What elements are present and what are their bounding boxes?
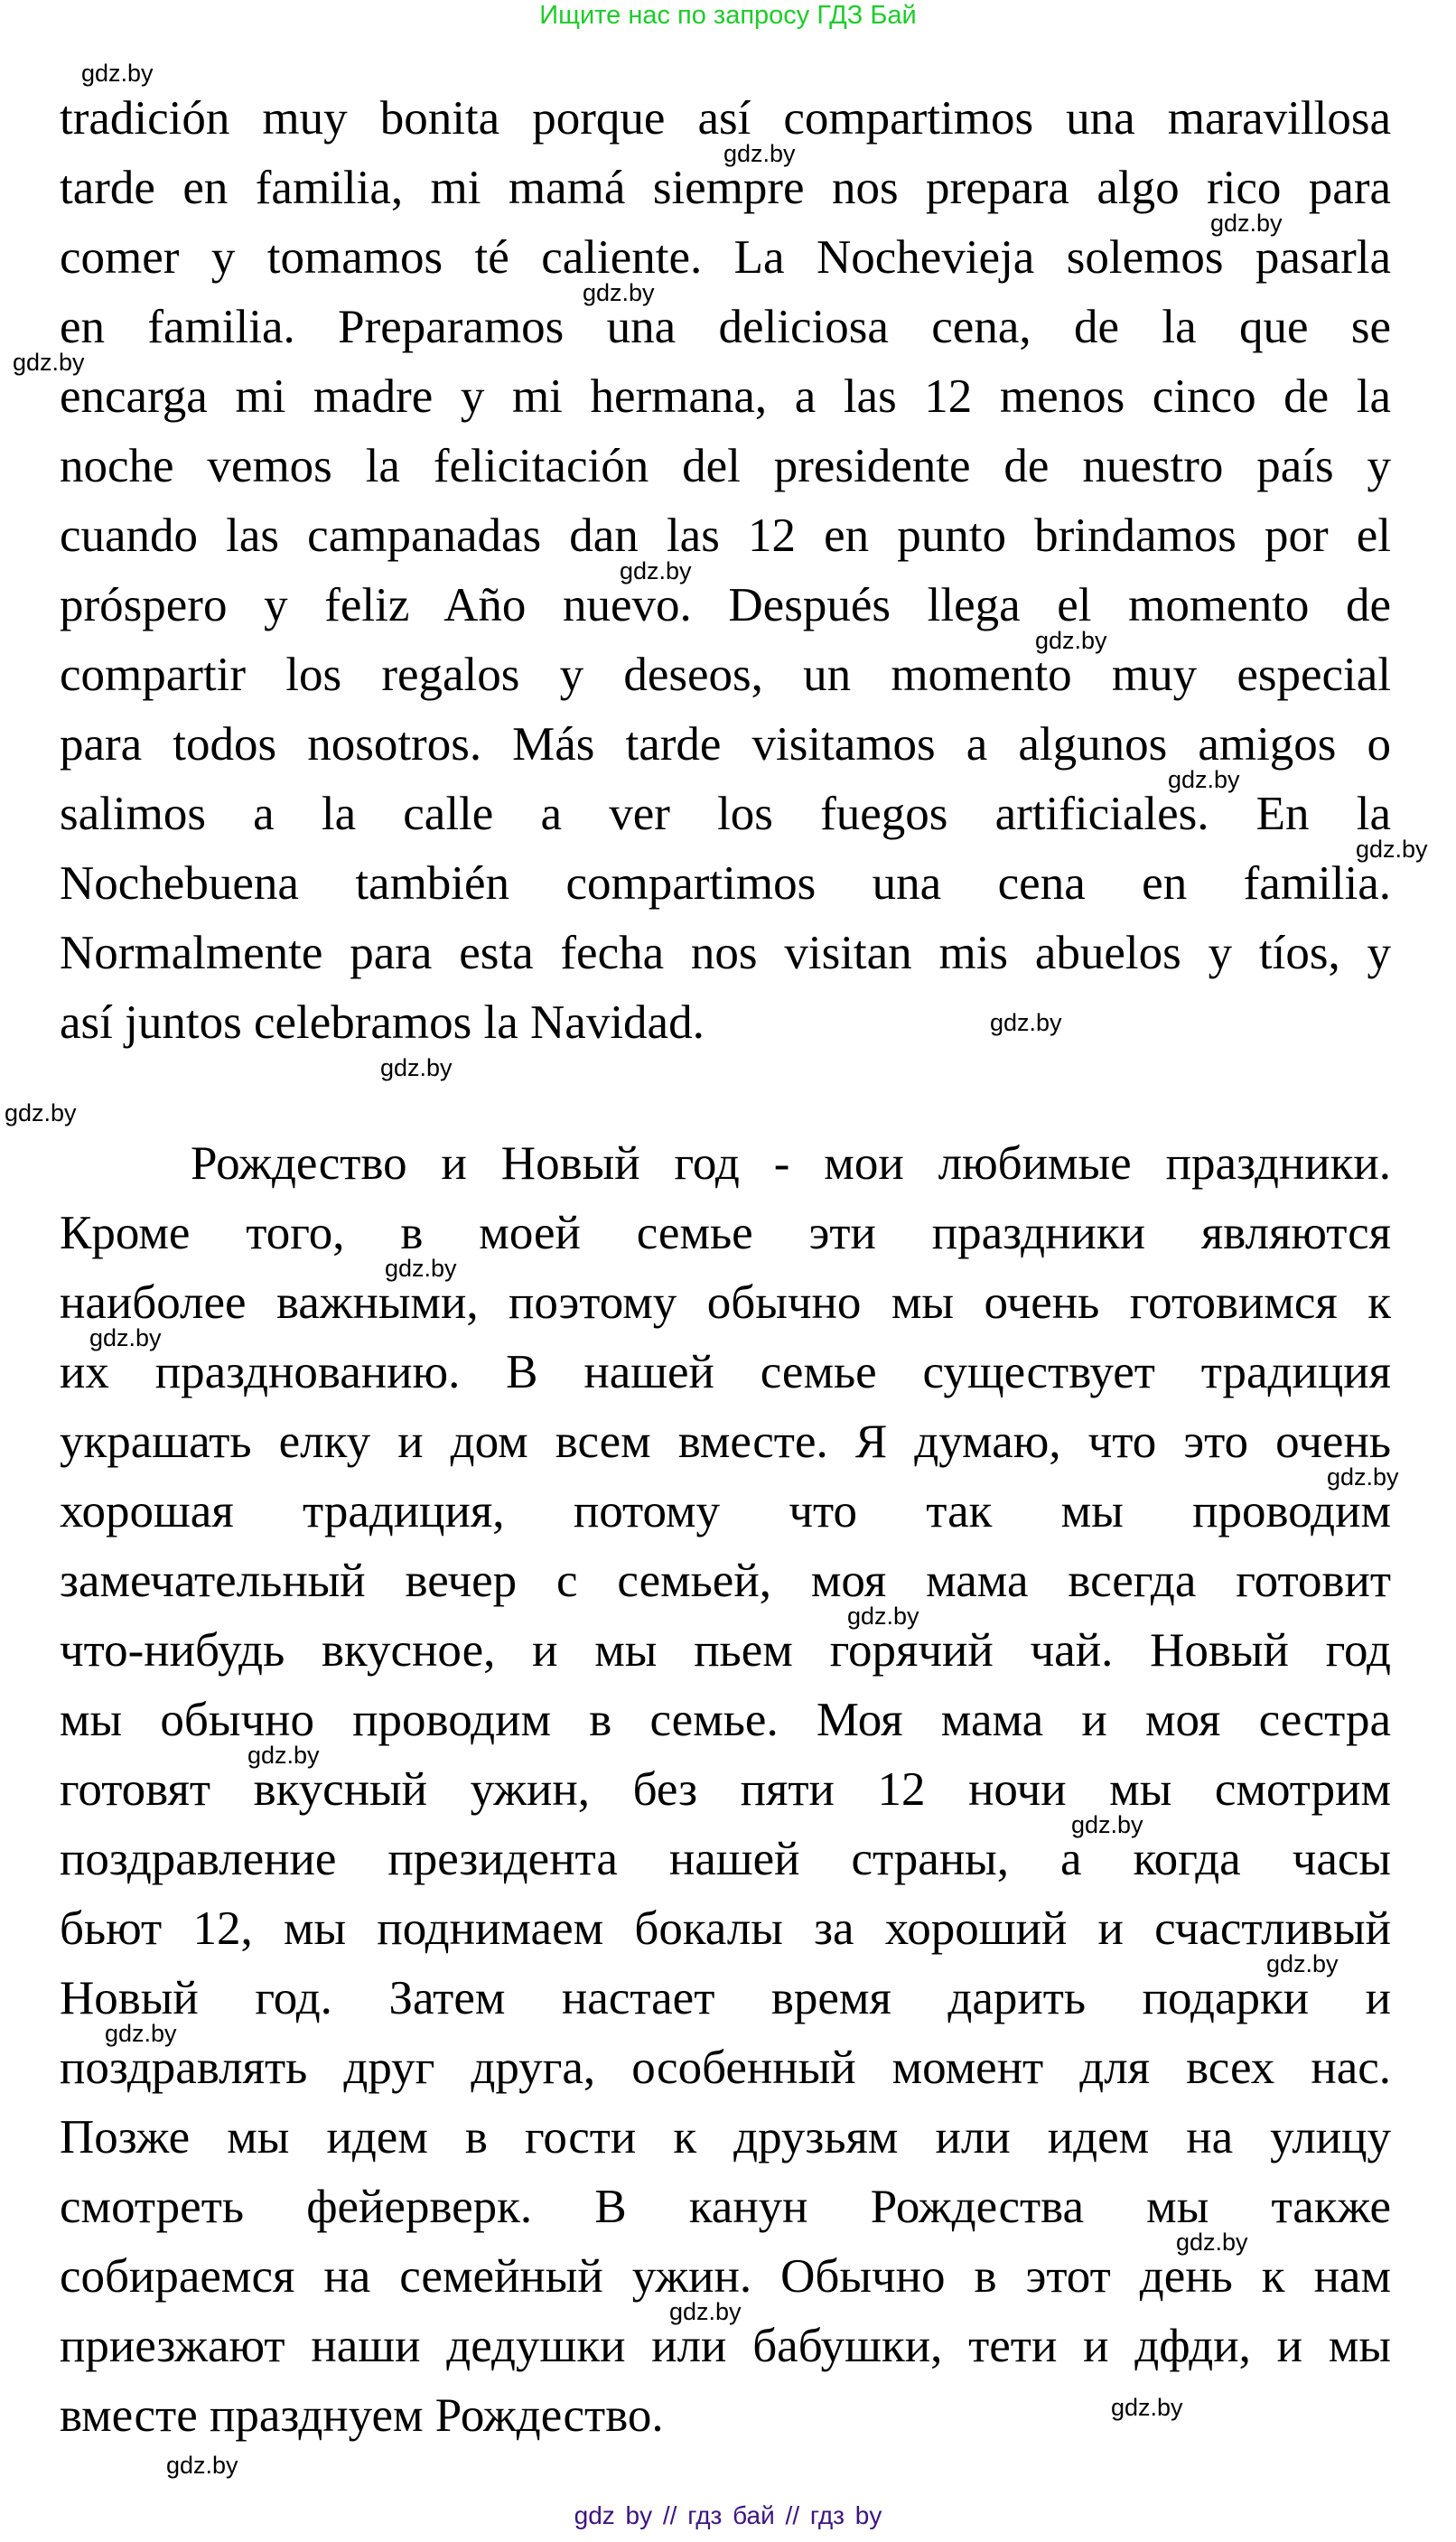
search-banner[interactable]: Ищите нас по запросу ГДЗ Бай <box>539 1 917 30</box>
text-line: noche vemos la felicitación del presidente de nuestro país y <box>60 440 1391 492</box>
watermark: gdz.by <box>723 140 796 167</box>
text-line: украшать елку и дом всем вместе. Я думаю, что это очень <box>60 1416 1391 1468</box>
text-line: вместе празднуем Рождество. <box>60 2389 664 2442</box>
text-line: поздравлять друг друга, особенный момент для всех нас. <box>60 2042 1391 2094</box>
text-line: salimos a la calle a ver los fuegos artificiales. En la <box>60 788 1391 840</box>
watermark: gdz.by <box>81 60 154 87</box>
text-line: Nochebuena también compartimos una cena en familia. <box>60 857 1391 910</box>
text-line: comer y tomamos té caliente. La Nochevieja solemos pasarla <box>60 231 1391 284</box>
watermark: gdz.by <box>385 1255 457 1282</box>
watermark: gdz.by <box>247 1742 320 1769</box>
text-line: para todos nosotros. Más tarde visitamos a algunos amigos o <box>60 718 1391 771</box>
text-line: приезжают наши дедушки или бабушки, тети и дфди, и мы <box>60 2320 1391 2372</box>
text-line: поздравление президента нашей страны, а когда часы <box>60 1833 1391 1885</box>
watermark: gdz.by <box>89 1324 162 1351</box>
watermark: gdz.by <box>5 1099 77 1126</box>
site-footer[interactable]: gdz by // гдз бай // гдз by <box>574 2501 882 2529</box>
watermark: gdz.by <box>166 2452 238 2479</box>
text-line: en familia. Preparamos una deliciosa cena, de la que se <box>60 301 1391 353</box>
text-line: tarde en familia, mi mamá siempre nos prepara algo rico para <box>60 162 1391 214</box>
text-line: Позже мы идем в гости к друзьям или идем на улицу <box>60 2111 1391 2164</box>
watermark: gdz.by <box>1168 766 1240 793</box>
text-line: próspero y feliz Año nuevo. Después llega el momento de <box>60 579 1391 631</box>
text-line: готовят вкусный ужин, без пяти 12 ночи мы смотрим <box>60 1763 1391 1816</box>
text-line: Normalmente para esta fecha nos visitan mis abuelos y tíos, y <box>60 927 1391 979</box>
text-line: cuando las campanadas dan las 12 en punto brindamos por el <box>60 509 1391 562</box>
watermark: gdz.by <box>1210 210 1283 237</box>
watermark: gdz.by <box>13 349 85 376</box>
text-line: мы обычно проводим в семье. Моя мама и моя сестра <box>60 1694 1391 1746</box>
text-line: Рождество и Новый год - мои любимые праздники. <box>191 1137 1391 1190</box>
watermark: gdz.by <box>1266 1950 1339 1977</box>
watermark: gdz.by <box>105 2020 177 2047</box>
text-line: хорошая традиция, потому что так мы проводим <box>60 1485 1391 1537</box>
watermark: gdz.by <box>990 1009 1062 1036</box>
watermark: gdz.by <box>583 279 655 306</box>
text-line: собираемся на семейный ужин. Обычно в этот день к нам <box>60 2250 1391 2303</box>
text-line: así juntos celebramos la Navidad. <box>60 996 705 1049</box>
watermark: gdz.by <box>1071 1811 1143 1838</box>
watermark: gdz.by <box>1176 2229 1248 2256</box>
text-line: что-нибудь вкусное, и мы пьем горячий чай. Новый год <box>60 1624 1391 1677</box>
watermark: gdz.by <box>847 1603 919 1630</box>
watermark: gdz.by <box>1327 1463 1399 1491</box>
text-line: encarga mi madre y mi hermana, a las 12 menos cinco de la <box>60 370 1391 423</box>
watermark: gdz.by <box>620 557 692 584</box>
text-line: их празднованию. В нашей семье существует традиция <box>60 1346 1391 1398</box>
text-line: Кроме того, в моей семье эти праздники являются <box>60 1207 1391 1259</box>
text-line: смотреть фейерверк. В канун Рождества мы также <box>60 2181 1391 2233</box>
text-line: Новый год. Затем настает время дарить подарки и <box>60 1972 1391 2024</box>
text-line: бьют 12, мы поднимаем бокалы за хороший и счастливый <box>60 1902 1391 1955</box>
text-line: tradición muy bonita porque así compartimos una maravillosa <box>60 92 1391 145</box>
watermark: gdz.by <box>380 1054 453 1081</box>
text-line: compartir los regalos y deseos, un momento muy especial <box>60 649 1391 701</box>
watermark: gdz.by <box>1111 2394 1183 2421</box>
watermark: gdz.by <box>1356 836 1428 863</box>
watermark: gdz.by <box>669 2298 742 2325</box>
watermark: gdz.by <box>1035 627 1107 654</box>
text-line: замечательный вечер с семьей, моя мама всегда готовит <box>60 1555 1391 1607</box>
text-line: наиболее важными, поэтому обычно мы очень готовимся к <box>60 1276 1391 1329</box>
